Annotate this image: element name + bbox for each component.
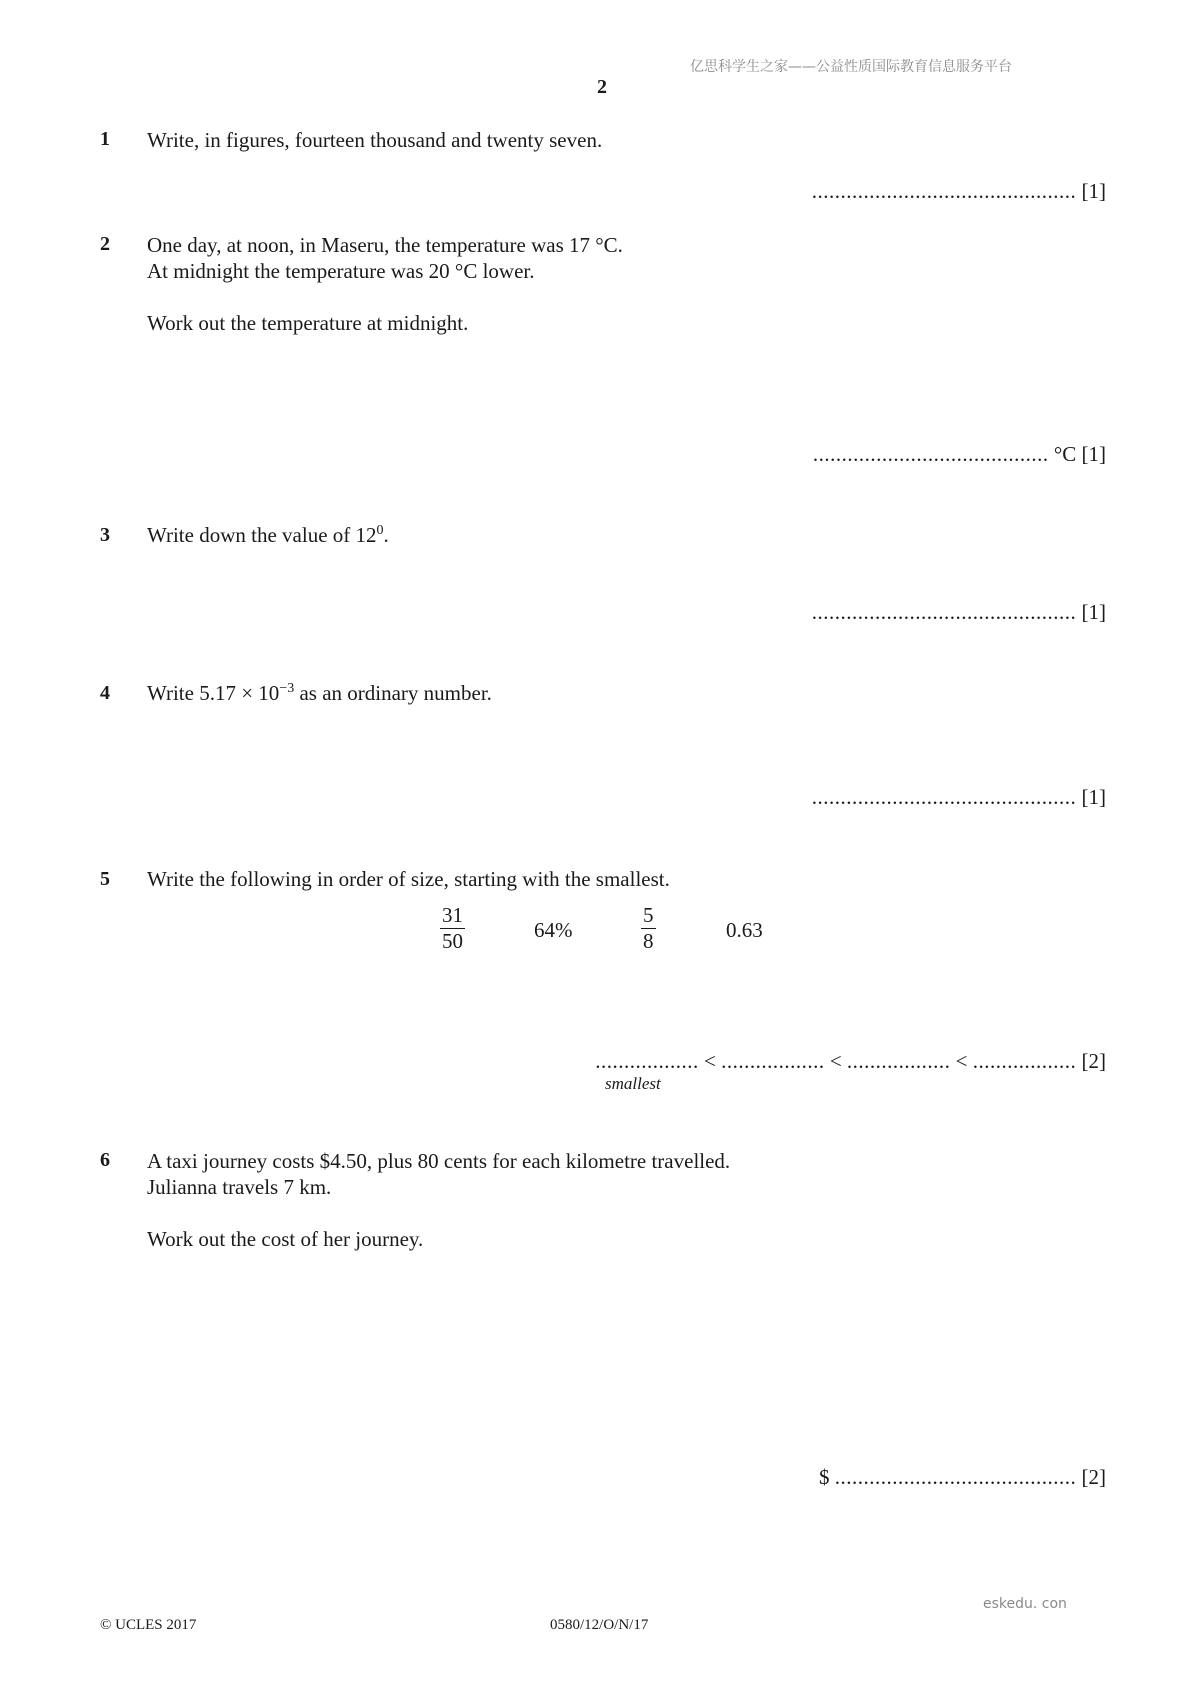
answer-blank-2: .................. xyxy=(721,1049,825,1073)
answer-line[interactable] xyxy=(812,179,1106,204)
question-text-line-2: At midnight the temperature was 20 °C lower. xyxy=(147,259,535,283)
marks-label: [1] xyxy=(1081,600,1106,624)
answer-line[interactable] xyxy=(813,442,1106,467)
marks-label: [1] xyxy=(1081,785,1106,809)
watermark-footer: eskedu. con xyxy=(983,1596,1067,1612)
question-text-main: Write down the value of 12 xyxy=(147,523,377,547)
question-text xyxy=(147,680,492,706)
question-instruction: Work out the cost of her journey. xyxy=(147,1227,424,1251)
answer-line[interactable] xyxy=(819,1465,1106,1490)
answer-dots: .......................................... xyxy=(834,1465,1077,1489)
answer-dots: ......................................... xyxy=(812,442,1049,466)
marks-label: [2] xyxy=(1081,1465,1106,1489)
ordering-answer-line[interactable] xyxy=(595,1049,1106,1074)
unit-label: °C xyxy=(1053,442,1077,466)
answer-blank-1: .................. xyxy=(595,1049,699,1073)
marks-label: [1] xyxy=(1081,442,1106,466)
marks-label: [2] xyxy=(1081,1049,1106,1073)
question-number: 3 xyxy=(100,524,110,546)
answer-line[interactable] xyxy=(812,600,1106,625)
question-number: 1 xyxy=(100,128,110,150)
fraction-5-8 xyxy=(641,904,656,953)
fraction-numerator: 5 xyxy=(643,903,654,927)
less-than-sign: < xyxy=(955,1049,968,1073)
less-than-sign: < xyxy=(829,1049,842,1073)
exponent: −3 xyxy=(279,681,295,696)
answer-blank-4: .................. xyxy=(972,1049,1077,1073)
question-number: 5 xyxy=(100,868,110,890)
fraction-denominator: 8 xyxy=(643,929,654,953)
footer-copyright: © UCLES 2017 xyxy=(100,1617,197,1633)
currency-symbol: $ xyxy=(819,1465,830,1489)
question-text: Write the following in order of size, starting with the smallest. xyxy=(147,867,670,891)
question-text: Write, in figures, fourteen thousand and twenty seven. xyxy=(147,128,603,152)
question-text-main: Write 5.17 × 10 xyxy=(147,681,280,705)
question-text-line-1: A taxi journey costs $4.50, plus 80 cents for each kilometre travelled. xyxy=(147,1149,731,1173)
exponent: 0 xyxy=(376,523,384,538)
decimal-value: 0.63 xyxy=(726,918,763,942)
smallest-label: smallest xyxy=(605,1074,661,1093)
question-text-end: . xyxy=(383,523,389,547)
answer-dots: .............................................. xyxy=(811,785,1077,809)
answer-blank-3: .................. xyxy=(846,1049,951,1073)
question-text-line-2: Julianna travels 7 km. xyxy=(147,1175,332,1199)
question-text-line-1: One day, at noon, in Maseru, the temperature was 17 °C. xyxy=(147,233,623,257)
answer-dots: .............................................. xyxy=(811,600,1077,624)
fraction-numerator: 31 xyxy=(442,903,463,927)
answer-line[interactable] xyxy=(812,785,1106,810)
page-number: 2 xyxy=(597,76,607,98)
question-number: 6 xyxy=(100,1149,110,1171)
fraction-31-50 xyxy=(440,904,465,953)
question-number: 2 xyxy=(100,233,110,255)
percent-value: 64% xyxy=(534,918,573,942)
watermark-header: 亿思科学生之家——公益性质国际教育信息服务平台 xyxy=(690,59,1012,75)
answer-dots: .............................................. xyxy=(811,179,1077,203)
less-than-sign: < xyxy=(703,1049,716,1073)
question-instruction: Work out the temperature at midnight. xyxy=(147,311,469,335)
question-number: 4 xyxy=(100,682,110,704)
footer-paper-code: 0580/12/O/N/17 xyxy=(550,1617,649,1633)
question-text-end: as an ordinary number. xyxy=(294,681,492,705)
marks-label: [1] xyxy=(1081,179,1106,203)
question-text xyxy=(147,522,389,548)
fraction-denominator: 50 xyxy=(442,929,463,953)
